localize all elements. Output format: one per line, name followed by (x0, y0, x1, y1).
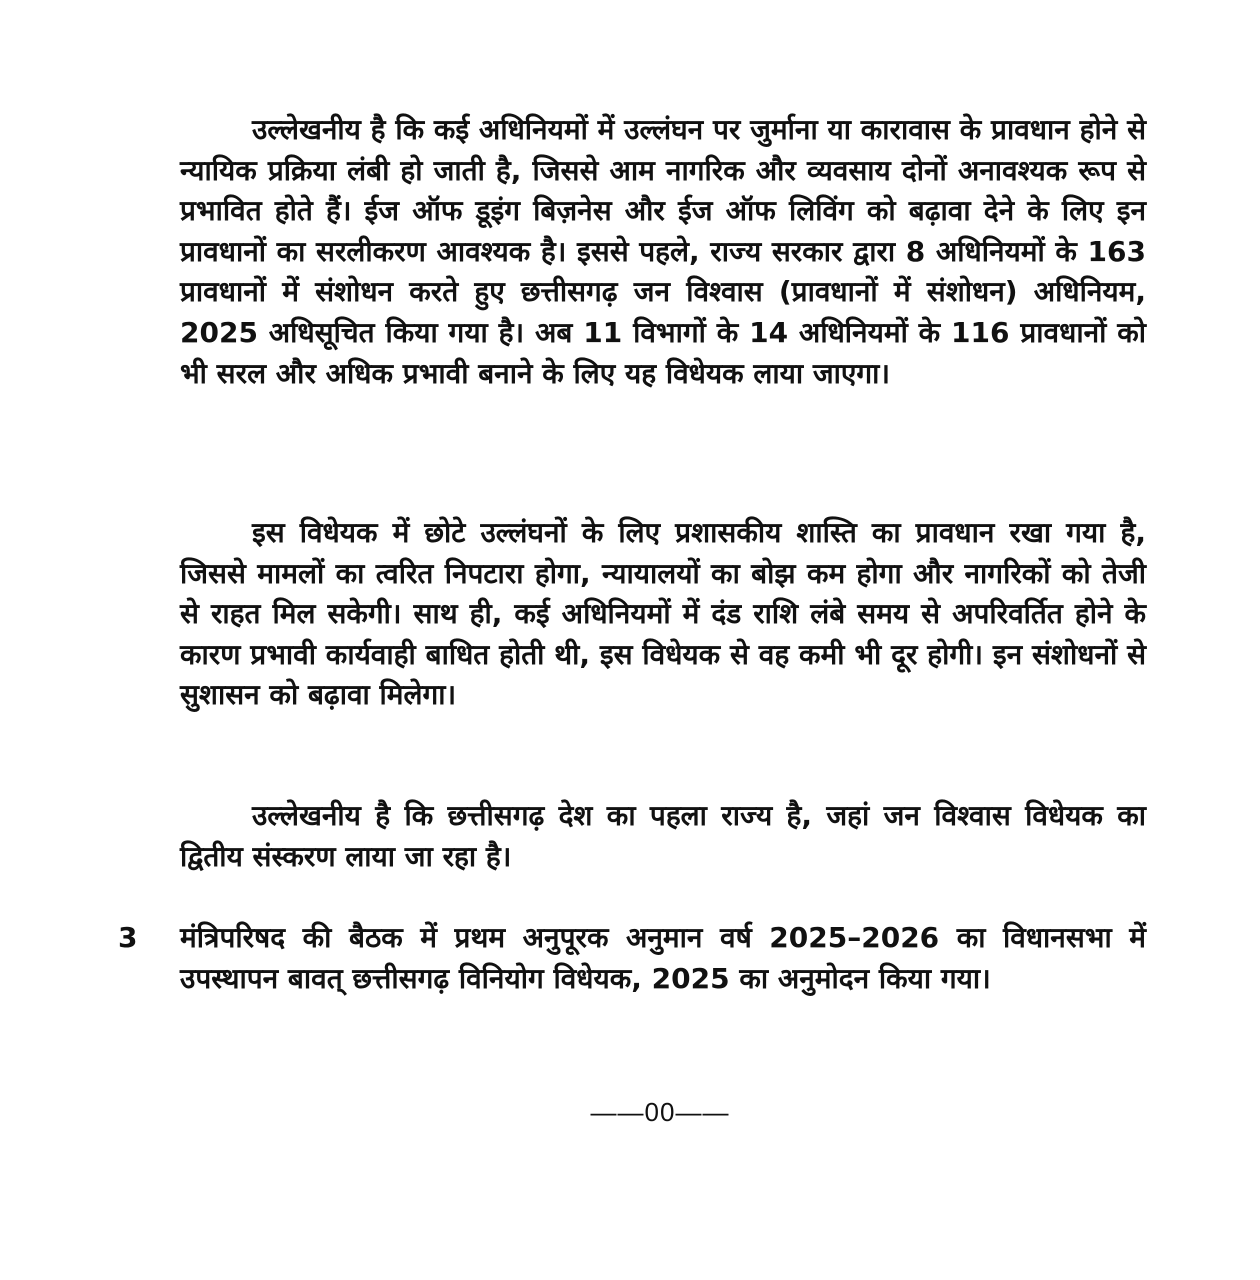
item-text: मंत्रिपरिषद की बैठक में प्रथम अनुपूरक अनुमान वर्ष 2025–2026 का विधानसभा में उपस्थापन बावत् छत्तीसगढ़ विनियोग विधेयक, 2025 का अनुमोदन किया गया। (180, 921, 1146, 995)
end-marker: ——00—— (590, 1097, 730, 1127)
paragraph-ease-of-doing-business: उल्लेखनीय है कि कई अधिनियमों में उल्लंघन पर जुर्माना या कारावास के प्रावधान होने से न्यायिक प्रक्रिया लंबी हो जाती है, जिससे आम नागरिक और व्यवसाय दोनों अनावश्यक रूप से प्रभावित होते हैं। ईज ऑफ डूइंग बिज़नेस और ईज ऑफ लिविंग को बढ़ावा देने के लिए इन प्रावधानों का सरलीकरण आवश्यक है। इससे पहले, राज्य सरकार द्वारा 8 अधिनियमों के 163 प्रावधानों में संशोधन करते हुए छत्तीसगढ़ जन विश्वास (प्रावधानों में संशोधन) अधिनियम, 2025 अधिसूचित किया गया है। अब 11 विभागों के 14 अधिनियमों के 116 प्रावधानों को भी सरल और अधिक प्रभावी बनाने के लिए यह विधेयक लाया जाएगा। (180, 113, 1146, 390)
paragraph-first-state: उल्लेखनीय है कि छत्तीसगढ़ देश का पहला राज्य है, जहां जन विश्वास विधेयक का द्वितीय संस्करण लाया जा रहा है। (180, 799, 1146, 873)
item-number: 3 (118, 921, 138, 954)
paragraph-administrative-penalty: इस विधेयक में छोटे उल्लंघनों के लिए प्रशासकीय शास्ति का प्रावधान रखा गया है, जिससे मामलों का त्वरित निपटारा होगा, न्यायालयों का बोझ कम होगा और नागरिकों को तेजी से राहत मिल सकेगी। साथ ही, कई अधिनियमों में दंड राशि लंबे समय से अपरिवर्तित होने के कारण प्रभावी कार्यवाही बाधित होती थी, इस विधेयक से वह कमी भी दूर होगी। इन संशोधनों से सुशासन को बढ़ावा मिलेगा। (180, 516, 1146, 712)
